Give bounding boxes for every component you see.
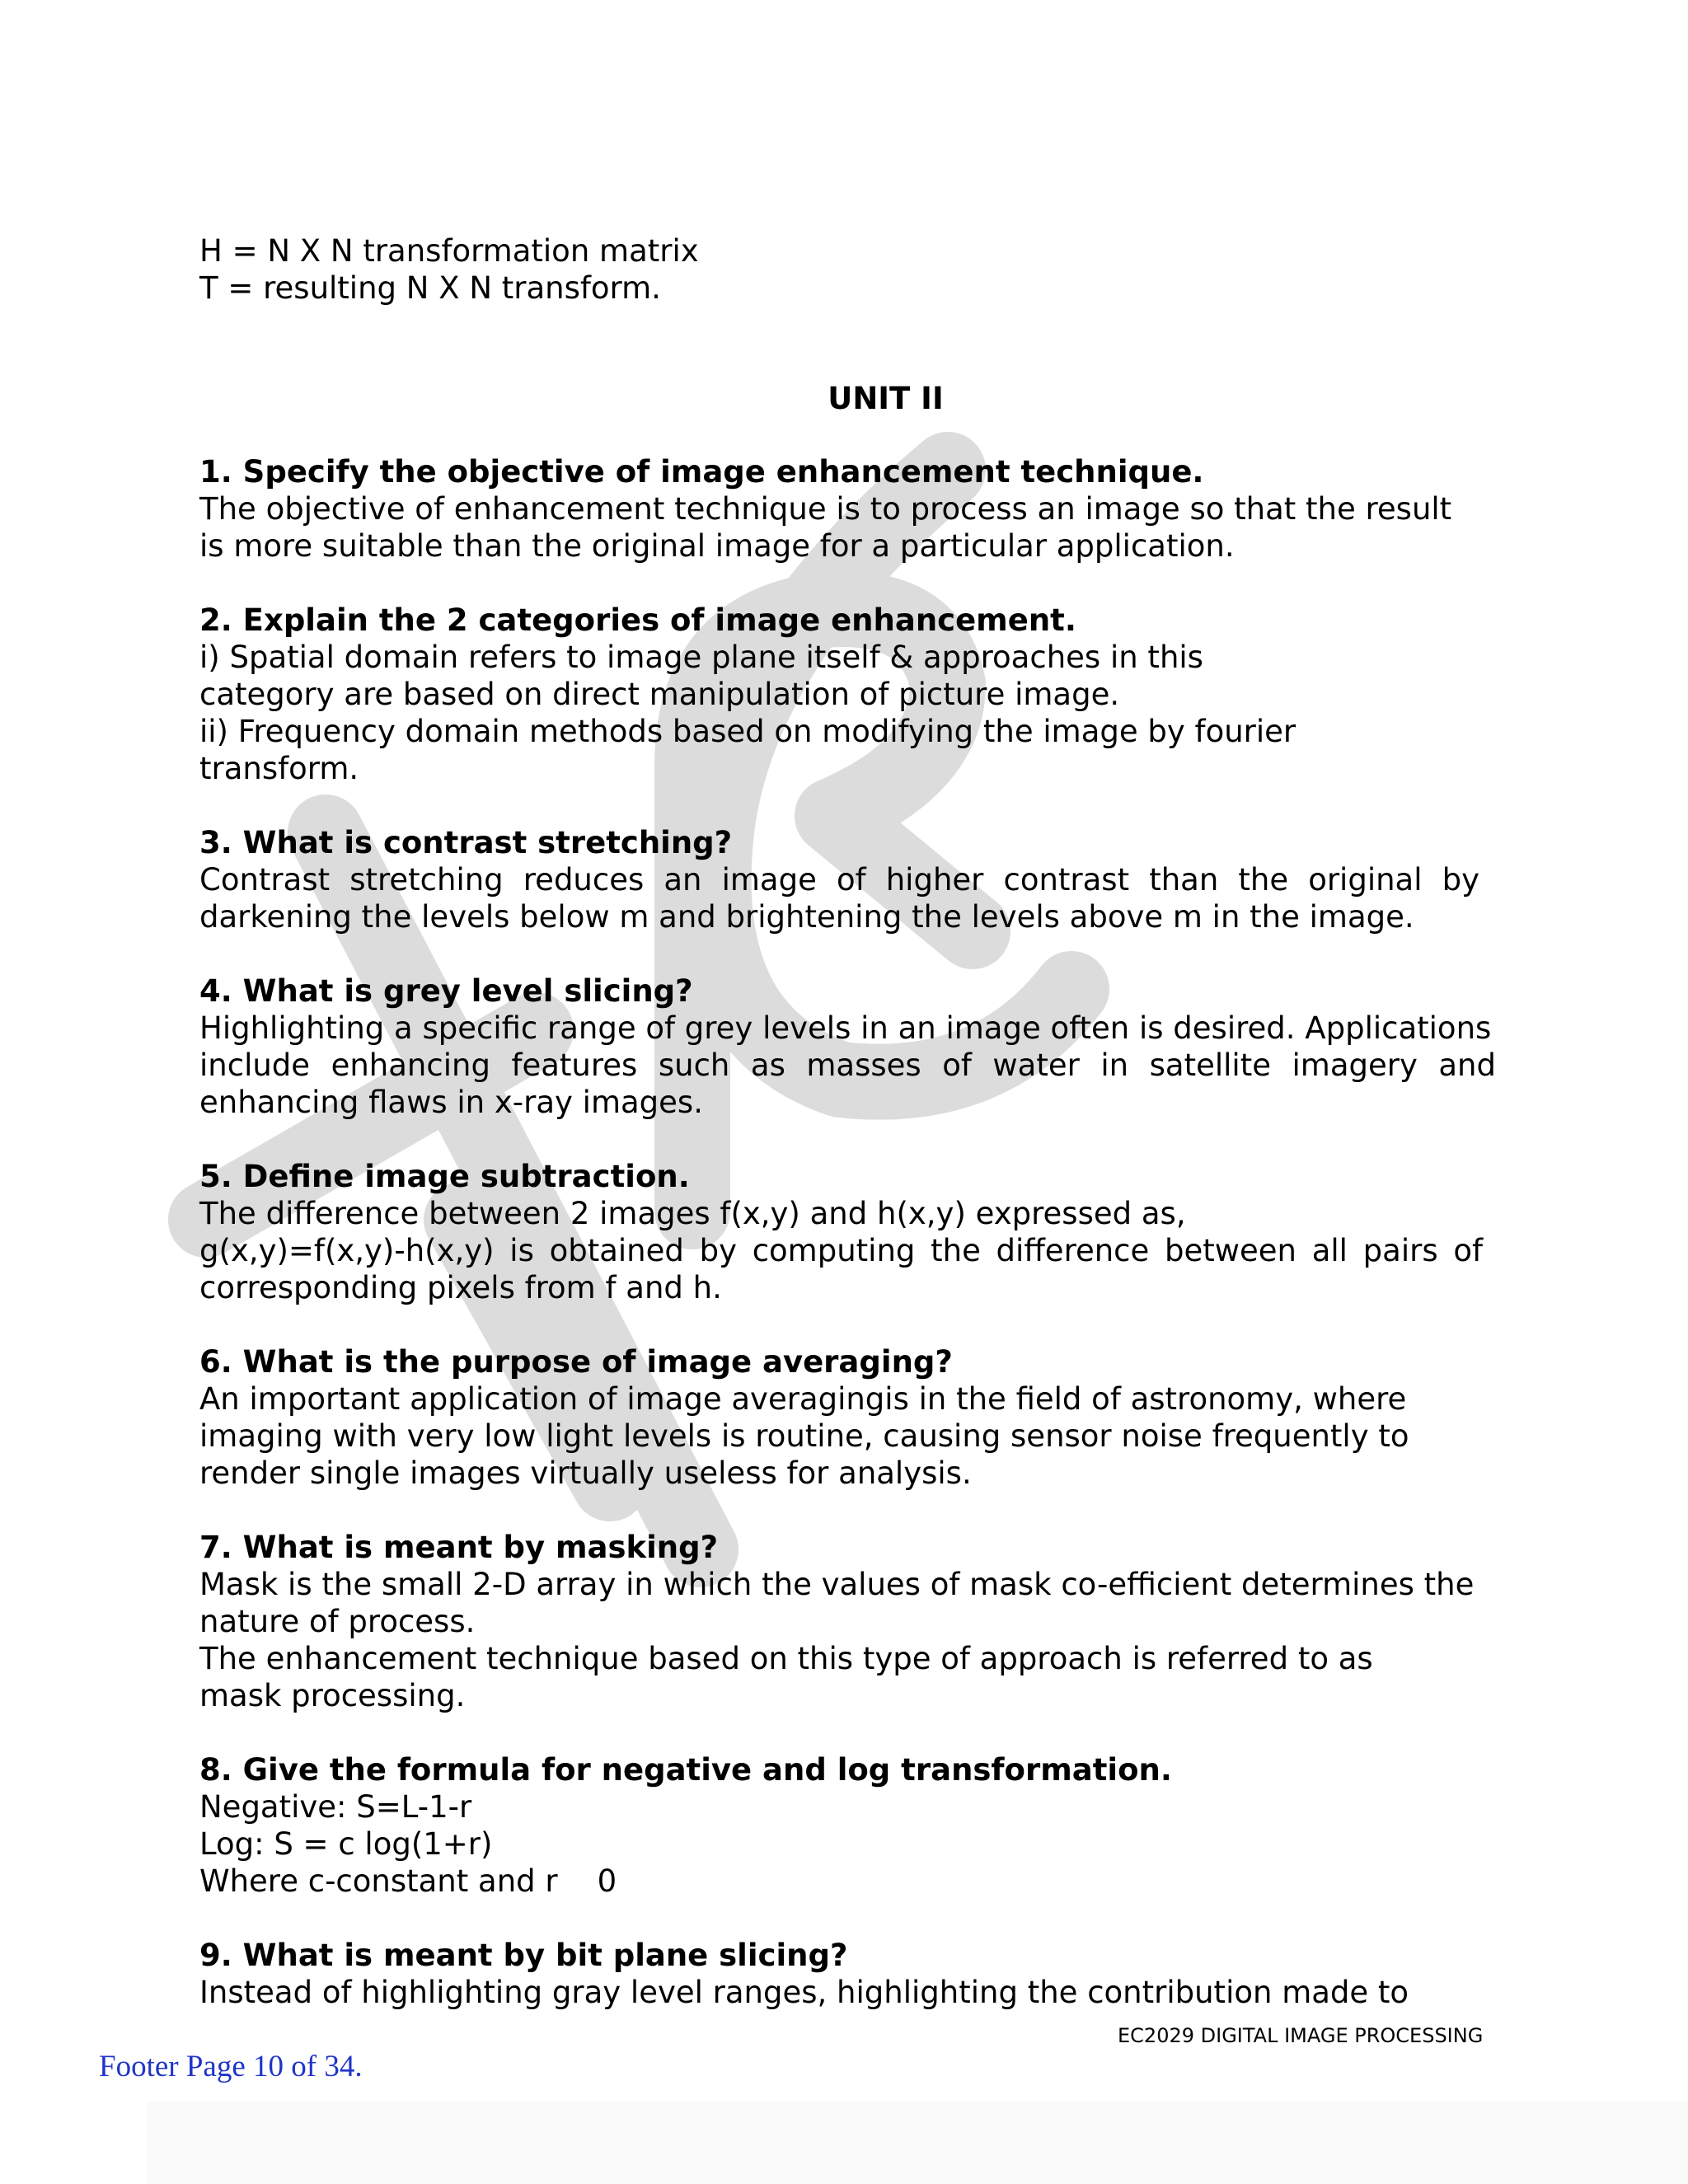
answer-line: The difference between 2 images f(x,y) and h(x,y) expressed as,: [199, 1196, 1186, 1231]
answer-line: Instead of highlighting gray level ranges, highlighting the contribution made to: [199, 1975, 1409, 2010]
where-value: 0: [597, 1863, 617, 1899]
intro-block: [199, 232, 1498, 307]
question-block: [199, 972, 1498, 1121]
question-block: [199, 824, 1498, 935]
question-block: [199, 453, 1498, 565]
answer-line: The enhancement technique based on this type of approach is referred to as: [199, 1641, 1373, 1676]
answer-line: corresponding pixels from f and h.: [199, 1270, 722, 1305]
footer-page-number: Footer Page 10 of 34.: [99, 2050, 363, 2083]
answer-line: Mask is the small 2-D array in which the values of mask co-efficient determines the: [199, 1567, 1475, 1602]
answer-line: darkening the levels below m and brightening the levels above m in the image.: [199, 899, 1414, 935]
answer-line: Contrast stretching reduces an image of higher contrast than the original by: [199, 862, 1479, 898]
question-title: 8. Give the formula for negative and log transformation.: [199, 1752, 1172, 1788]
where-text: Where c-constant and r: [199, 1863, 558, 1899]
question-block: [199, 1937, 1498, 2011]
page-bottom-shadow: [147, 2102, 1688, 2184]
question-title: 4. What is grey level slicing?: [199, 973, 693, 1009]
answer-line: enhancing flaws in x-ray images.: [199, 1085, 703, 1120]
answer-line: transform.: [199, 751, 359, 786]
question-block: [199, 1529, 1498, 1714]
question-block: [199, 602, 1498, 787]
course-footer-label: EC2029 DIGITAL IMAGE PROCESSING: [1118, 2024, 1484, 2047]
answer-line: i) Spatial domain refers to image plane itself & approaches in this: [199, 640, 1203, 675]
answer-line: ii) Frequency domain methods based on modifying the image by fourier: [199, 714, 1296, 749]
answer-line: An important application of image averagingis in the field of astronomy, where: [199, 1381, 1407, 1417]
answer-line: render single images virtually useless for analysis.: [199, 1455, 972, 1491]
question-title: 7. What is meant by masking?: [199, 1530, 719, 1565]
unit-heading: UNIT II: [828, 381, 944, 416]
answer-line: mask processing.: [199, 1678, 466, 1713]
answer-line: g(x,y)=f(x,y)-h(x,y) is obtained by computing the difference between all pairs of: [199, 1233, 1483, 1268]
question-title: 1. Specify the objective of image enhancement technique.: [199, 454, 1204, 490]
answer-line: Log: S = c log(1+r): [199, 1826, 493, 1862]
question-block: [199, 1751, 1498, 1900]
question-title: 2. Explain the 2 categories of image enhancement.: [199, 602, 1076, 638]
question-title: 9. What is meant by bit plane slicing?: [199, 1938, 848, 1973]
answer-line: include enhancing features such as masses of water in satellite imagery and: [199, 1047, 1496, 1083]
answer-line: is more suitable than the original image for a particular application.: [199, 528, 1235, 564]
answer-line: category are based on direct manipulation of picture image.: [199, 677, 1120, 712]
answer-line: Highlighting a specific range of grey levels in an image often is desired. Applications: [199, 1010, 1492, 1046]
document-body: [199, 232, 1498, 2048]
question-title: 5. Define image subtraction.: [199, 1159, 690, 1194]
intro-line: T = resulting N X N transform.: [199, 270, 661, 306]
question-block: [199, 1158, 1498, 1306]
answer-line: [199, 1863, 1498, 1900]
question-title: 6. What is the purpose of image averaging?: [199, 1344, 953, 1380]
answer-line: Negative: S=L-1-r: [199, 1789, 472, 1825]
answer-line: nature of process.: [199, 1604, 476, 1639]
intro-line: H = N X N transformation matrix: [199, 233, 699, 269]
question-title: 3. What is contrast stretching?: [199, 825, 733, 860]
question-block: [199, 1343, 1498, 1492]
answer-line: The objective of enhancement technique is to process an image so that the result: [199, 491, 1452, 527]
answer-line: imaging with very low light levels is routine, causing sensor noise frequently to: [199, 1418, 1409, 1454]
